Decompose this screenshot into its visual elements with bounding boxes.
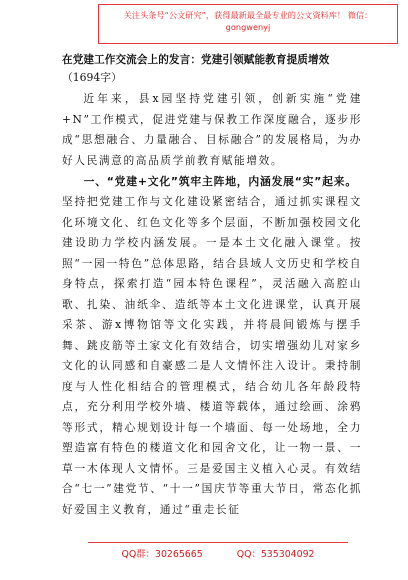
footer-qq-group: QQ群：30265665 [121, 549, 203, 560]
watermark-banner [98, 4, 398, 44]
section-1-heading: 一、“党建+文化”筑牢主阵地，内涵发展“实”起来。 [83, 175, 357, 188]
section-1-paragraph: 坚持把党建工作与文化建设紧密结合，通过抓实课程文化环境文化、红色文化等多个层面，不断加强校园文化建设助力学校内涵发展。一是本土文化融入课堂。按照“一园一特色”总体思路，结合县域人文历史和学校自身特点，探索打造“园本特色课程”，灵活融入高腔山歌、扎染、油纸伞、造纸等本土文化进课堂，认真开展采茶、游x博物馆等文化实践，并将晨间锻炼与摆手舞、跳皮筋等土家文化有效结合，切实增强幼儿对家乡文化的认同感和自豪感二是人文情怀注入设计。秉持制度与人性化相结合的管理模式，结合幼儿各年龄段特点，充分利用学校外墙、楼道等载体，通过绘画、涂鸦等形式，精心规划设计每一个墙面、每一处场地，全力塑造富有特色的楼道文化和园舍文化，让一物一景、一草一木体现人文情怀。三是爱国主义植入心灵。有效结合“七一”建党节、“十一”国庆节等重大节日，常态化抓好爱国主义教育，通过“重走长征 [62, 195, 362, 516]
document-title: 在党建工作交流会上的发言：党建引领赋能教育提质增效 [62, 54, 330, 66]
footer-qq: QQ：535304092 [236, 549, 315, 560]
intro-paragraph: 近年来，县x园坚持党建引领，创新实施“党建+N”工作模式，促进党建与保教工作深度融合，逐步形成“思想融合、力量融合、目标融合”的发展格局，为办好人民满意的高品质学前教育赋能增效。 [62, 92, 362, 167]
banner-text: 关注头条号“公文研究”，获得最新最全最专业的公文资料库！ 微信：gongwenyj [123, 10, 373, 32]
footer-contact [88, 542, 348, 560]
word-count: （1694字） [62, 71, 122, 84]
document-body [62, 52, 362, 520]
